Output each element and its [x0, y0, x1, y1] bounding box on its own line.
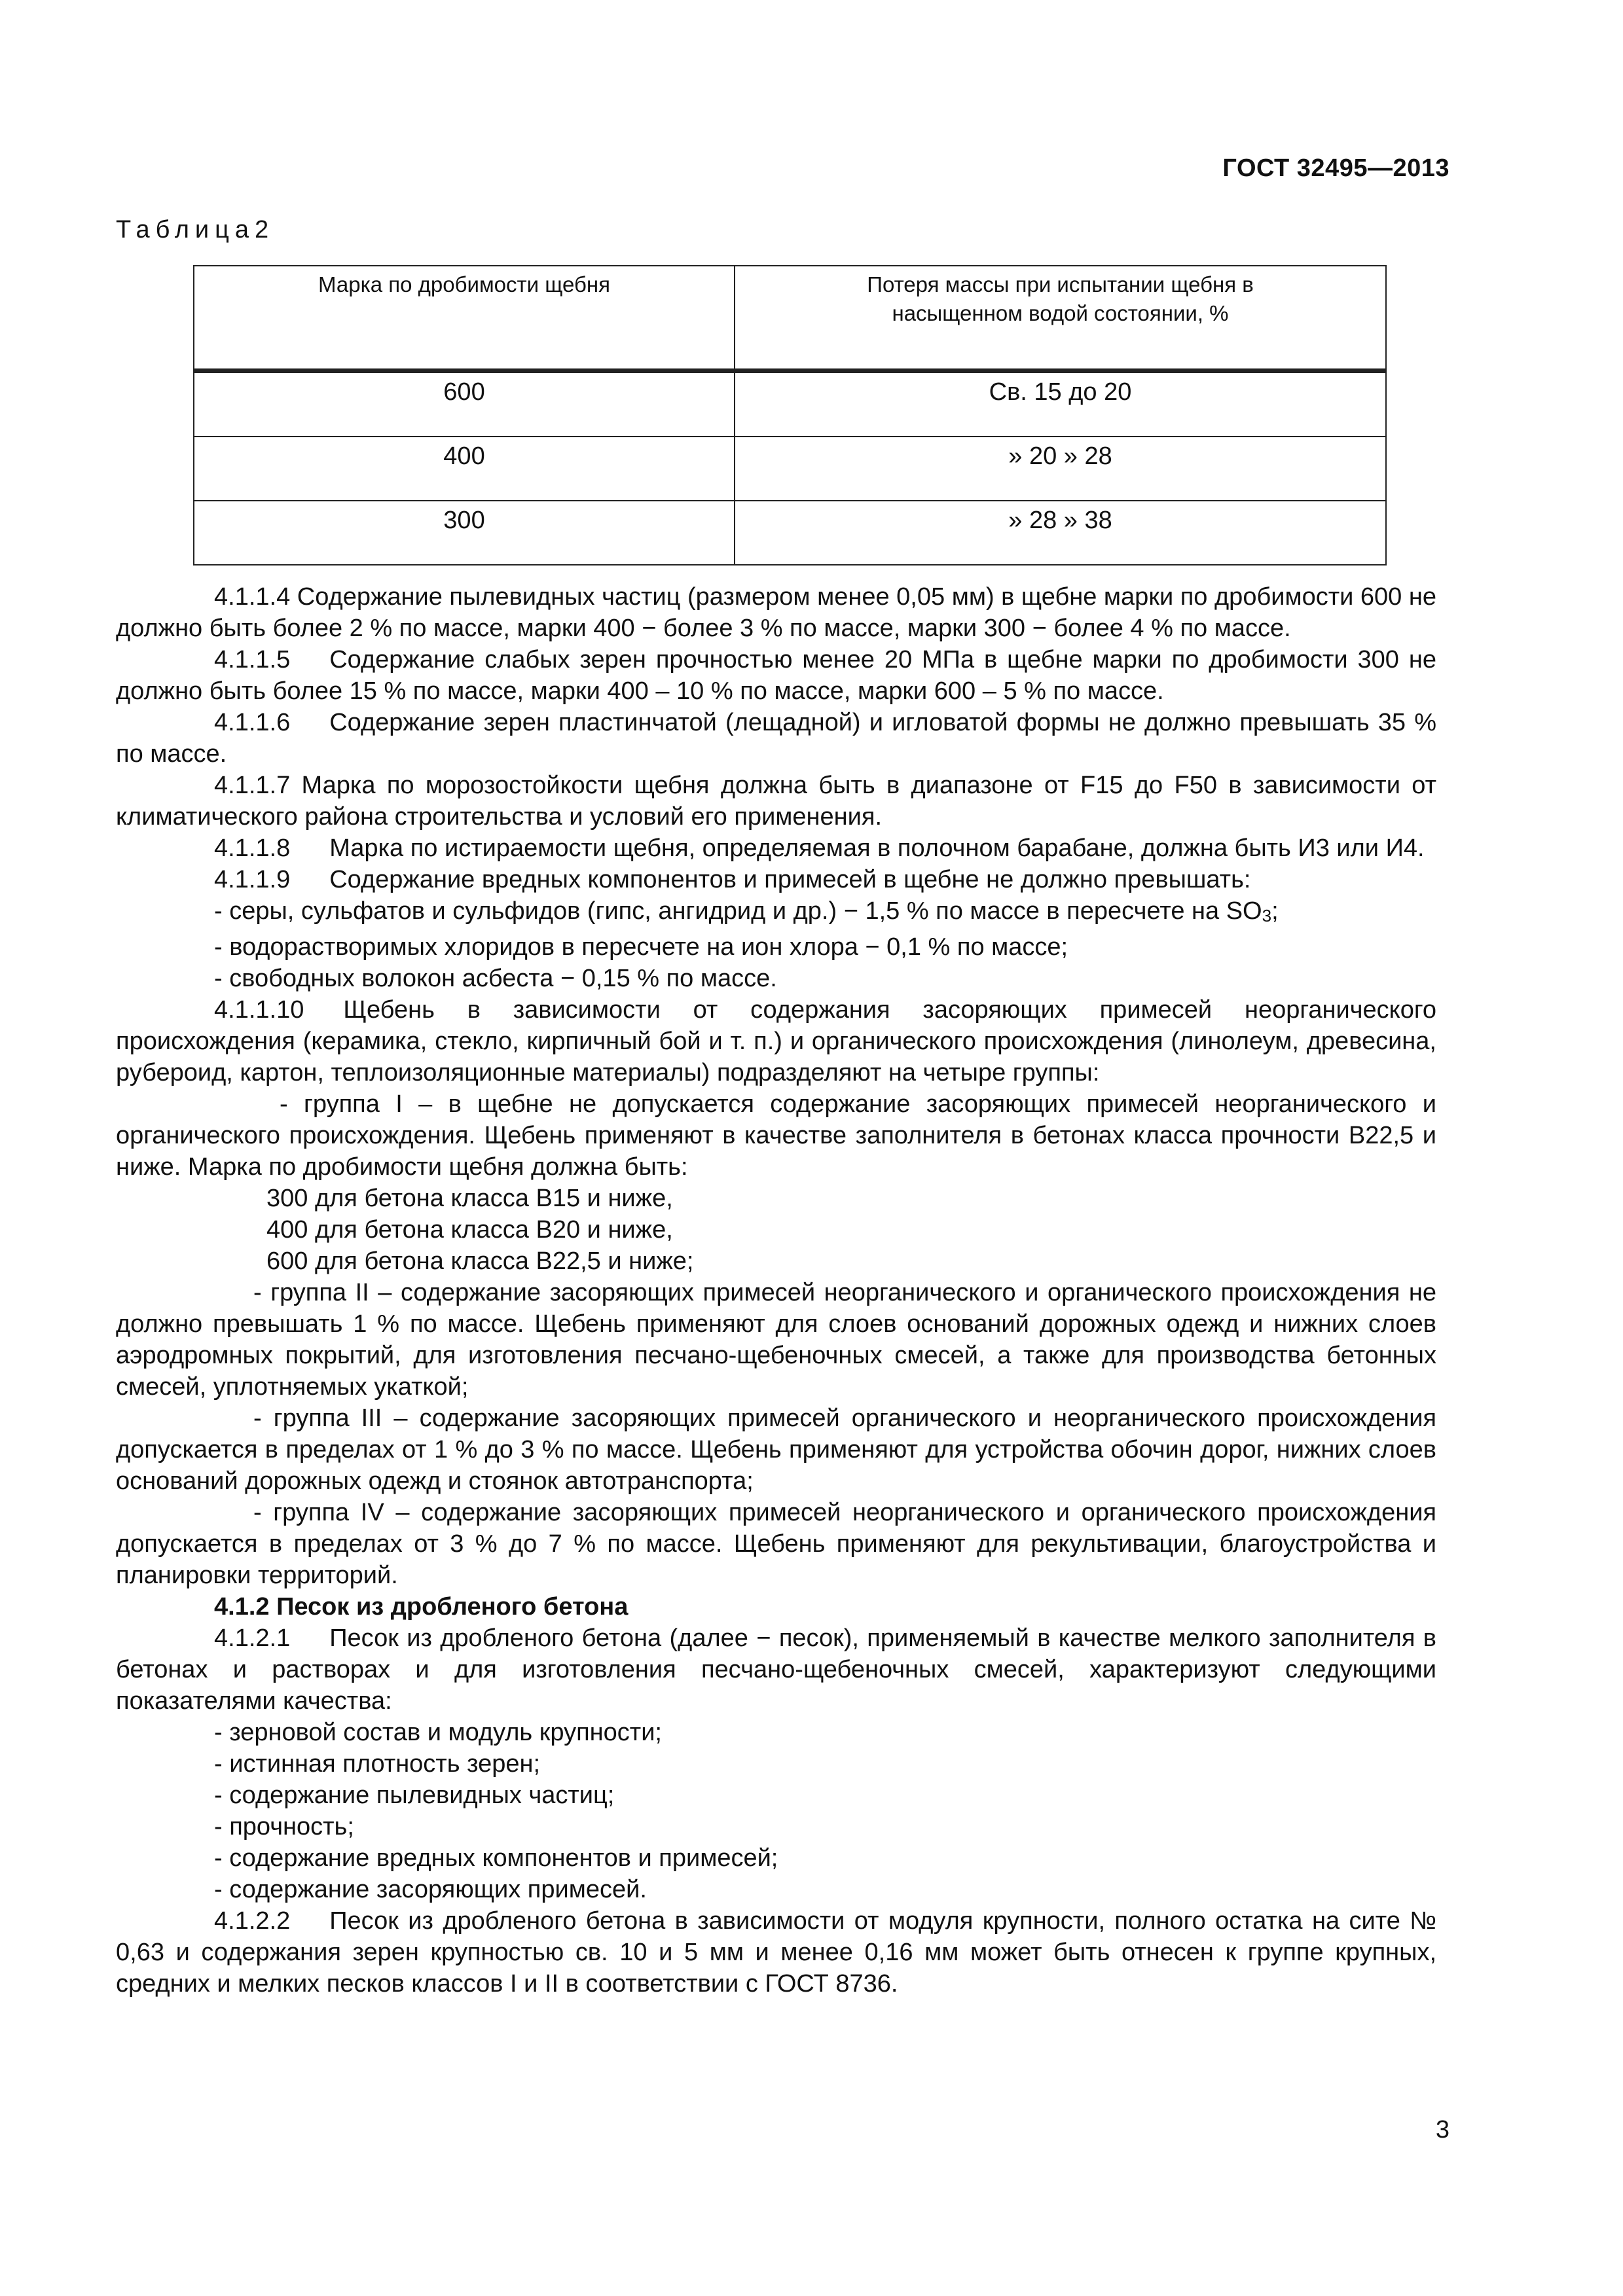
table-header-cell: Потеря массы при испытании щебня в насыщенном водой состоянии, % [735, 266, 1386, 371]
section-heading: 4.1.2 Песок из дробленого бетона [214, 1593, 629, 1621]
paragraph: 4.1.1.5 Содержание слабых зерен прочностью менее 20 МПа в щебне марки по дробимости 300 не должно быть более 15 % по массе, марки 400 – 10 % по массе, марки 600 – 5 % по массе. [116, 646, 1436, 705]
table-row [194, 501, 1386, 565]
table-row [194, 437, 1386, 501]
list-item: - серы, сульфатов и сульфидов (гипс, ангидрид и др.) − 1,5 % по массе в пересчете на $SO_3$; [214, 897, 1279, 925]
list-item: - группа IV – содержание засоряющих примесей неорганического и органического происхождения допускается в пределах от 3 % до 7 % по массе. Щебень применяют для рекультивации, благоустройства и планировки территорий. [116, 1499, 1436, 1589]
table-cell: Св. 15 до 20 [735, 371, 1386, 437]
document-body [116, 581, 1436, 2000]
list-item: - зерновой состав и модуль крупности; [214, 1719, 662, 1746]
table-header-row [194, 266, 1386, 371]
table-caption: Таблица2 [116, 216, 275, 243]
list-item: - содержание пылевидных частиц; [214, 1782, 615, 1809]
list-item: - группа III – содержание засоряющих примесей органического и неорганического происхождения допускается в пределах от 1 % до 3 % по массе. Щебень применяют для устройства обочин дорог, нижних слоев оснований дорожных одежд и стоянок автотранспорта; [116, 1405, 1436, 1495]
list-item: 400 для бетона класса В20 и ниже, [266, 1216, 673, 1244]
list-item: - прочность; [214, 1813, 354, 1840]
table-cell: 300 [194, 501, 735, 565]
list-item: - группа I – в щебне не допускается содержание засоряющих примесей неорганического и органического происхождения. Щебень применяют в качестве заполнителя в бетонах класса прочности В22,5 и ниже. Марка по дробимости щебня должна быть: [116, 1090, 1436, 1181]
paragraph: 4.1.2.2 Песок из дробленого бетона в зависимости от модуля крупности, полного остатка на сите № 0,63 и содержания зерен крупностью св. 10 и 5 мм и менее 0,16 мм может быть отнесен к группе крупных, средних и мелких песков классов I и II в соответствии с ГОСТ 8736. [116, 1907, 1436, 1998]
list-item: - истинная плотность зерен; [214, 1750, 541, 1778]
table-row [194, 371, 1386, 437]
list-item: - содержание вредных компонентов и примесей; [214, 1844, 778, 1872]
list-item: 600 для бетона класса В22,5 и ниже; [266, 1247, 694, 1275]
table-header-cell: Марка по дробимости щебня [194, 266, 735, 371]
paragraph: 4.1.1.4 Содержание пылевидных частиц (размером менее 0,05 мм) в щебне марки по дробимости 600 не должно быть более 2 % по массе, марки 400 − более 3 % по массе, марки 300 − более 4 % по массе. [116, 583, 1436, 642]
list-item: - группа II – содержание засоряющих примесей неорганического и органического происхождения не должно превышать 1 % по массе. Щебень применяют для слоев оснований дорожных одежд и нижних слоев аэродромных покрытий, для изготовления песчано-щебеночных смесей, а также для производства бетонных смесей, уплотняемых укаткой; [116, 1279, 1436, 1401]
table-cell: » 20 » 28 [735, 437, 1386, 501]
page-number: 3 [1435, 2116, 1450, 2144]
paragraph: 4.1.2.1 Песок из дробленого бетона (далее − песок), применяемый в качестве мелкого заполнителя в бетонах и растворах и для изготовления песчано-щебеночных смесей, характеризуют следующими показателями качества: [116, 1624, 1436, 1715]
paragraph: 4.1.1.8 Марка по истираемости щебня, определяемая в полочном барабане, должна быть И3 или И4. [214, 834, 1425, 862]
table-2 [193, 265, 1387, 565]
table-cell: 600 [194, 371, 735, 437]
paragraph: 4.1.1.6 Содержание зерен пластинчатой (лещадной) и игловатой формы не должно превышать 35 % по массе. [116, 709, 1436, 768]
list-item: - водорастворимых хлоридов в пересчете на ион хлора − 0,1 % по массе; [214, 933, 1068, 961]
list-item: - свободных волокон асбеста − 0,15 % по массе. [214, 965, 777, 992]
paragraph: 4.1.1.9 Содержание вредных компонентов и примесей в щебне не должно превышать: [214, 866, 1251, 893]
paragraph: 4.1.1.7 Марка по морозостойкости щебня должна быть в диапазоне от F15 до F50 в зависимости от климатического района строительства и условий его применения. [116, 772, 1436, 831]
list-item: - содержание засоряющих примесей. [214, 1876, 647, 1903]
standard-code: ГОСТ 32495—2013 [1222, 154, 1450, 182]
paragraph: 4.1.1.10 Щебень в зависимости от содержания засоряющих примесей неорганического происхождения (керамика, стекло, кирпичный бой и т. п.) и органического происхождения (линолеум, древесина, рубероид, картон, теплоизоляционные материалы) подразделяют на четыре группы: [116, 996, 1436, 1086]
table-cell: » 28 » 38 [735, 501, 1386, 565]
table-cell: 400 [194, 437, 735, 501]
list-item: 300 для бетона класса В15 и ниже, [266, 1185, 673, 1212]
